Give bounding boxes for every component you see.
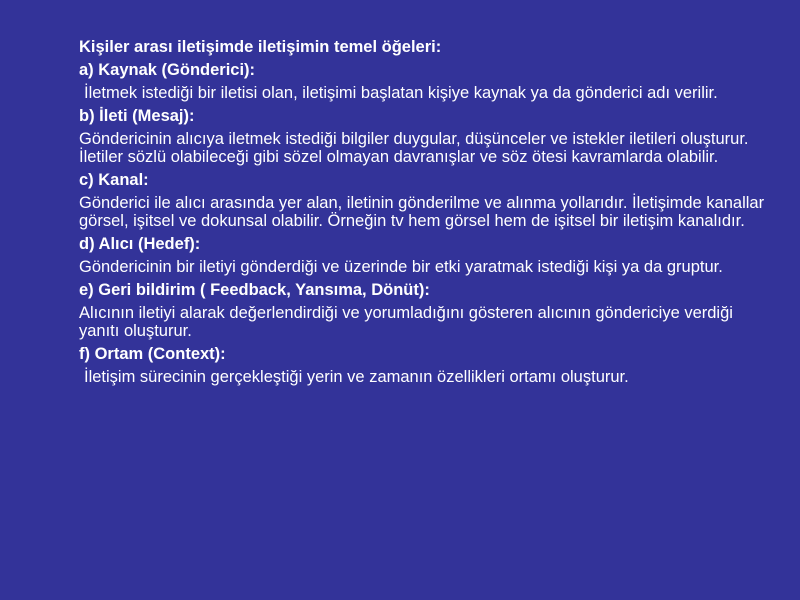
section-text-ileti: Göndericinin alıcıya iletmek istediği bilgiler duygular, düşünceler ve istekler iletileri oluşturur. İletiler sözlü olabileceği gibi sözel olmayan davranışlar ve söz ötesi kavramlarda olabilir. [79, 130, 749, 166]
section-heading-geri-bildirim: e) Geri bildirim ( Feedback, Yansıma, Dönüt): [79, 281, 430, 299]
section-text-geri-bildirim: Alıcının iletiyi alarak değerlendirdiği ve yorumladığını gösteren alıcının göndericiye verdiği yanıtı oluşturur. [79, 304, 733, 340]
section-heading-kaynak: a) Kaynak (Gönderici): [79, 61, 256, 79]
section-heading-alici: d) Alıcı (Hedef): [79, 235, 201, 253]
section-text-ortam: İletişim sürecinin gerçekleştiği yerin ve zamanın özellikleri ortamı oluşturur. [84, 368, 629, 386]
section-text-kaynak: İletmek istediği bir iletisi olan, iletişimi başlatan kişiye kaynak ya da gönderici adı verilir. [84, 84, 718, 102]
slide-title: Kişiler arası iletişimde iletişimin temel öğeleri: [79, 38, 442, 56]
section-text-alici: Göndericinin bir iletiyi gönderdiği ve üzerinde bir etki yaratmak istediği kişi ya da gruptur. [79, 258, 723, 276]
section-text-kanal: Gönderici ile alıcı arasında yer alan, iletinin gönderilme ve alınma yollarıdır. İletişimde kanallar görsel, işitsel ve dokunsal olabilir. Örneğin tv hem görsel hem de işitsel bir iletişim kanalıdır. [79, 194, 765, 230]
section-heading-kanal: c) Kanal: [79, 171, 149, 189]
slide-content [79, 38, 769, 391]
section-heading-ortam: f) Ortam (Context): [79, 345, 226, 363]
section-heading-ileti: b) İleti (Mesaj): [79, 107, 195, 125]
